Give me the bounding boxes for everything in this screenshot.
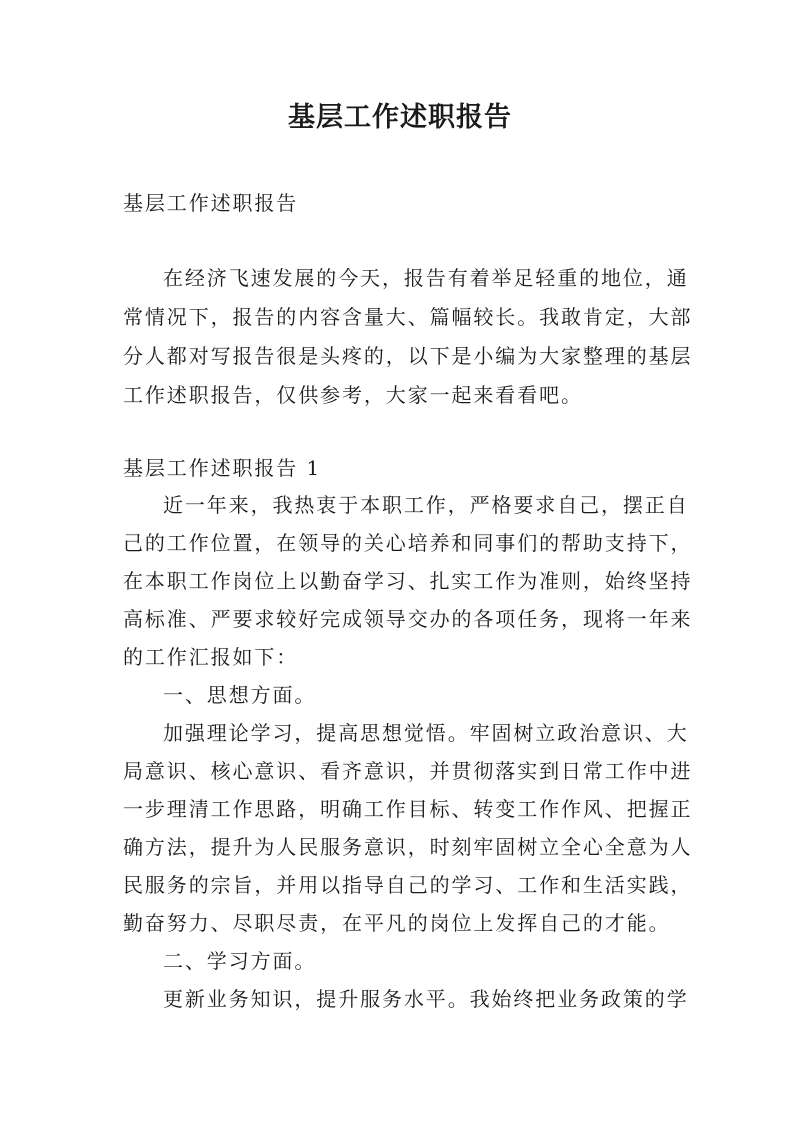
body-line: 局意识、核心意识、看齐意识，并贯彻落实到日常工作中进: [123, 759, 693, 783]
intro-line: 在经济飞速发展的今天，报告有着举足轻重的地位，通: [163, 266, 689, 290]
body-line: 更新业务知识，提升服务水平。我始终把业务政策的学: [163, 987, 689, 1011]
body-line: 高标准、严要求较好完成领导交办的各项任务，现将一年来: [123, 607, 693, 631]
body-line: 的工作汇报如下：: [123, 645, 299, 669]
body-line: 己的工作位置，在领导的关心培养和同事们的帮助支持下，: [123, 531, 693, 555]
intro-line: 分人都对写报告很是头疼的，以下是小编为大家整理的基层: [123, 344, 693, 368]
document-title: 基层工作述职报告: [288, 102, 512, 133]
document-subtitle: 基层工作述职报告: [123, 191, 299, 215]
intro-line: 常情况下，报告的内容含量大、篇幅较长。我敢肯定，大部: [123, 305, 693, 329]
body-line: 确方法，提升为人民服务意识，时刻牢固树立全心全意为人: [123, 835, 693, 859]
subheading-thought: 一、思想方面。: [163, 683, 317, 707]
body-line: 一步理清工作思路，明确工作目标、转变工作作风、把握正: [123, 797, 693, 821]
body-line: 近一年来，我热衷于本职工作，严格要求自己，摆正自: [163, 493, 689, 517]
body-line: 在本职工作岗位上以勤奋学习、扎实工作为准则，始终坚持: [123, 569, 693, 593]
subheading-study: 二、学习方面。: [163, 949, 317, 973]
body-line: 加强理论学习，提高思想觉悟。牢固树立政治意识、大: [163, 721, 689, 745]
intro-line: 工作述职报告，仅供参考，大家一起来看看吧。: [123, 383, 583, 407]
body-line: 勤奋努力、尽职尽责，在平凡的岗位上发挥自己的才能。: [123, 911, 671, 935]
section-heading: 基层工作述职报告 1: [123, 456, 322, 480]
body-line: 民服务的宗旨，并用以指导自己的学习、工作和生活实践，: [123, 873, 693, 897]
